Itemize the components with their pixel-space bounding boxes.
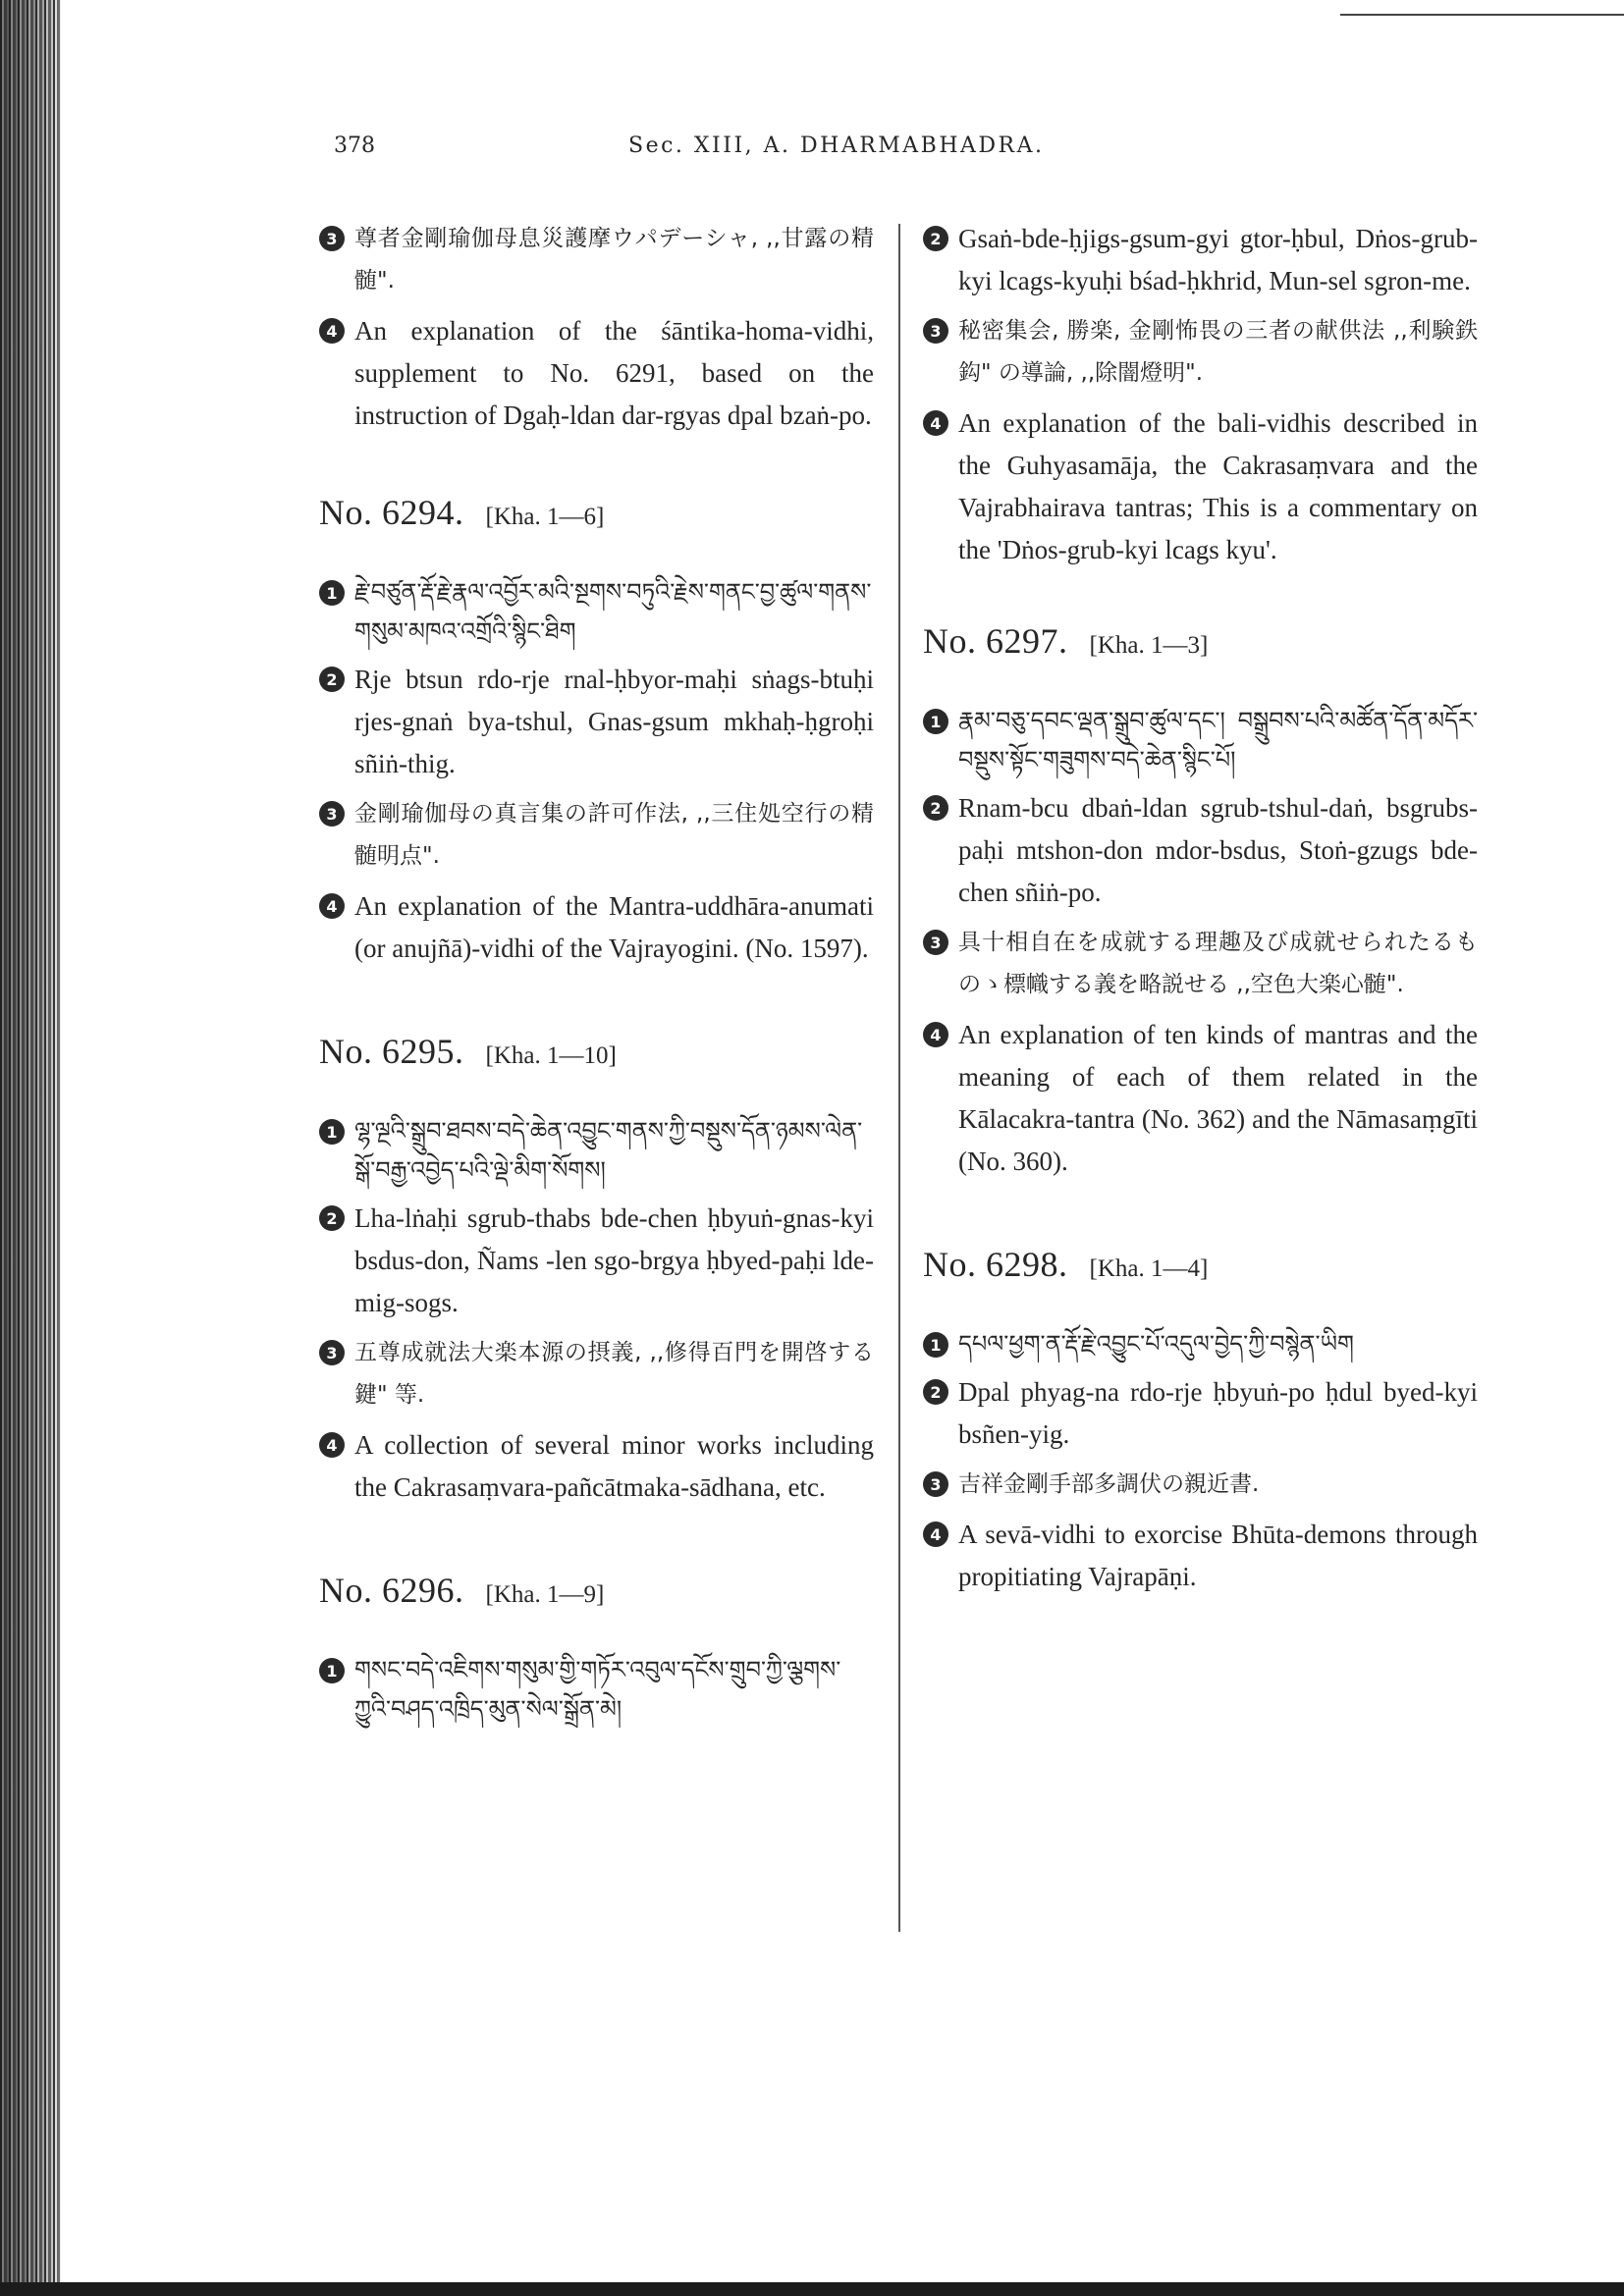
item-text: An explanation of the śāntika-homa-vidhi, supplement to No. 6291, based on the instruction of Dgaḥ-ldan dar-rgyas dpal bzaṅ-po. xyxy=(354,316,874,430)
entry-header xyxy=(923,1244,1478,1285)
item-text: གསང་བདེ་འཇིགས་གསུམ་གྱི་གཏོར་འབུལ་དངོས་གྲུབ་ཀྱི་ལྕགས་ཀྱུའི་བཤད་འཁྲིད་མུན་སེལ་སྒྲོན་མེ། xyxy=(354,1656,841,1723)
catalog-entry xyxy=(923,1244,1478,1598)
entry-item xyxy=(319,218,874,302)
entry-reference: [Kha. 1—10] xyxy=(485,1042,617,1069)
catalog-entry xyxy=(923,620,1478,1183)
entry-item xyxy=(923,1324,1478,1363)
entry-number: No. 6295. xyxy=(319,1032,464,1071)
entry-item xyxy=(923,1014,1478,1183)
entry-reference: [Kha. 1—4] xyxy=(1089,1255,1209,1282)
entry-reference: [Kha. 1—9] xyxy=(485,1581,605,1608)
top-rule xyxy=(1340,14,1624,16)
entry-number: No. 6297. xyxy=(923,621,1068,661)
entry-item xyxy=(319,1424,874,1509)
entry-number: No. 6298. xyxy=(923,1245,1068,1284)
right-column xyxy=(923,218,1478,1659)
left-column xyxy=(319,218,874,1789)
item-marker: 2 xyxy=(319,667,345,692)
entry-reference: [Kha. 1—6] xyxy=(485,504,605,530)
entry-reference: [Kha. 1—3] xyxy=(1089,632,1209,659)
item-text: 金剛瑜伽母の真言集の許可作法, ,,三住処空行の精髄明点". xyxy=(354,801,874,869)
item-text: Rnam-bcu dbaṅ-ldan sgrub-tshul-daṅ, bsgrubs-paḥi mtshon-don mdor-bsdus, Stoṅ-gzugs bde-chen sñiṅ-po. xyxy=(958,793,1478,907)
item-text: རྗེ་བཙུན་རྡོ་རྗེ་རྣལ་འབྱོར་མའི་སྔགས་བཏུའི་རྗེས་གནང་བྱ་ཚུལ་གནས་གསུམ་མཁའ་འགྲོའི་སྙིང་ཐིག xyxy=(354,578,872,645)
item-marker: 1 xyxy=(923,709,948,734)
entry-item xyxy=(923,218,1478,302)
item-text: དཔལ་ཕྱག་ན་རྡོ་རྗེ་འབྱུང་པོ་འདུལ་བྱེད་ཀྱི་བསྙེན་ཡིག xyxy=(958,1330,1354,1358)
item-marker: 1 xyxy=(319,580,345,606)
entry-header xyxy=(319,492,874,533)
item-text: Rje btsun rdo-rje rnal-ḥbyor-maḥi sṅags-btuḥi rjes-gnaṅ bya-tshul, Gnas-gsum mkhaḥ-ḥgroḥi sñiṅ-thig. xyxy=(354,665,874,778)
catalog-entry xyxy=(319,1570,874,1729)
item-marker: 4 xyxy=(923,1522,948,1547)
item-marker: 1 xyxy=(319,1119,345,1145)
item-marker: 4 xyxy=(923,410,948,436)
entry-item xyxy=(319,885,874,970)
item-marker: 3 xyxy=(319,226,345,251)
entry-item xyxy=(319,1650,874,1729)
item-marker: 1 xyxy=(319,1658,345,1683)
item-marker: 3 xyxy=(319,1340,345,1365)
entry-item xyxy=(923,922,1478,1006)
entry-item xyxy=(923,1371,1478,1456)
item-text: An explanation of the Mantra-uddhāra-anumati (or anujñā)-vidhi of the Vajrayogini. (No. 1597). xyxy=(354,891,874,963)
item-marker: 2 xyxy=(319,1205,345,1231)
entry-item xyxy=(319,1111,874,1190)
scan-edge-shadow xyxy=(0,0,61,2296)
item-text: Dpal phyag-na rdo-rje ḥbyuṅ-po ḥdul byed-kyi bsñen-yig. xyxy=(958,1377,1478,1449)
item-text: A collection of several minor works including the Cakrasaṃvara-pañcātmaka-sādhana, etc. xyxy=(354,1430,874,1502)
item-text: Gsaṅ-bde-ḥjigs-gsum-gyi gtor-ḥbul, Dṅos-grub-kyi lcags-kyuḥi bśad-ḥkhrid, Mun-sel sgron-me. xyxy=(958,224,1478,295)
entry-item xyxy=(319,659,874,785)
entry-item xyxy=(319,572,874,651)
item-marker: 2 xyxy=(923,1379,948,1405)
item-marker: 4 xyxy=(319,318,345,344)
entry-item xyxy=(319,310,874,437)
entry-header xyxy=(319,1031,874,1072)
item-text: 具十相自在を成就する理趣及び成就せられたるものゝ標幟する義を略説せる ,,空色大楽心髄". xyxy=(958,930,1478,997)
item-marker: 2 xyxy=(923,795,948,821)
item-text: An explanation of the bali-vidhis described in the Guhyasamāja, the Cakrasaṃvara and the Vajrabhairava tantras; This is a commentary on the 'Dṅos-grub-kyi lcags kyu'. xyxy=(958,408,1478,564)
entry-item xyxy=(319,793,874,878)
item-text: 尊者金剛瑜伽母息災護摩ウパデーシャ, ,,甘露の精髄". xyxy=(354,226,874,294)
scan-bottom-edge xyxy=(0,2282,1624,2296)
entry-item xyxy=(319,1332,874,1416)
item-text: A sevā-vidhi to exorcise Bhūta-demons through propitiating Vajrapāṇi. xyxy=(958,1520,1478,1591)
entry-item xyxy=(923,1464,1478,1506)
entry-item xyxy=(319,1198,874,1324)
item-text: An explanation of ten kinds of mantras and the meaning of each of them related in the Kālacakra-tantra (No. 362) and the Nāmasaṃgīti (No. 360). xyxy=(958,1020,1478,1176)
item-marker: 3 xyxy=(923,318,948,344)
item-marker: 3 xyxy=(923,1471,948,1497)
catalog-entry xyxy=(319,1031,874,1509)
item-marker: 4 xyxy=(923,1022,948,1047)
entry-item xyxy=(923,701,1478,779)
item-marker: 2 xyxy=(923,226,948,251)
item-marker: 3 xyxy=(319,801,345,827)
item-text: 吉祥金剛手部多調伏の親近書. xyxy=(958,1471,1260,1497)
column-divider xyxy=(898,224,900,1932)
entry-item xyxy=(923,787,1478,914)
entry-number: No. 6296. xyxy=(319,1571,464,1610)
item-marker: 3 xyxy=(923,930,948,955)
entry-item xyxy=(923,402,1478,571)
entry-number: No. 6294. xyxy=(319,493,464,532)
item-text: 秘密集会, 勝楽, 金剛怖畏の三者の献供法 ,,利験鉄鈎" の導論, ,,除闇燈明". xyxy=(958,318,1478,386)
entry-item xyxy=(923,1514,1478,1598)
continuation-entry xyxy=(923,218,1478,571)
entry-header xyxy=(923,620,1478,662)
item-marker: 1 xyxy=(923,1332,948,1358)
item-text: Lha-lṅaḥi sgrub-thabs bde-chen ḥbyuṅ-gnas-kyi bsdus-don, Ñams -len sgo-brgya ḥbyed-paḥi lde-mig-sogs. xyxy=(354,1203,874,1317)
continuation-entry xyxy=(319,218,874,437)
item-marker: 4 xyxy=(319,893,345,919)
entry-header xyxy=(319,1570,874,1611)
item-text: རྣམ་བཅུ་དབང་ལྡན་སྒྲུབ་ཚུལ་དང་། བསྒྲུབས་པའི་མཚོན་དོན་མདོར་བསྡུས་སྟོང་གཟུགས་བདེ་ཆེན་སྙིང་པོ། xyxy=(958,707,1478,774)
running-head: Sec. XIII, A. DHARMABHADRA. xyxy=(628,133,1045,158)
item-text: 五尊成就法大楽本源の摂義, ,,修得百門を開啓する鍵" 等. xyxy=(354,1340,874,1408)
item-text: ལྷ་ལྔའི་སྒྲུབ་ཐབས་བདེ་ཆེན་འབྱུང་གནས་ཀྱི་བསྡུས་དོན་ཉམས་ལེན་སྒོ་བརྒྱ་འབྱེད་པའི་ལྡེ་མིག་སོགས། xyxy=(354,1117,863,1184)
item-marker: 4 xyxy=(319,1432,345,1458)
catalog-entry xyxy=(319,492,874,970)
entry-item xyxy=(923,310,1478,395)
page-number: 378 xyxy=(334,133,375,158)
